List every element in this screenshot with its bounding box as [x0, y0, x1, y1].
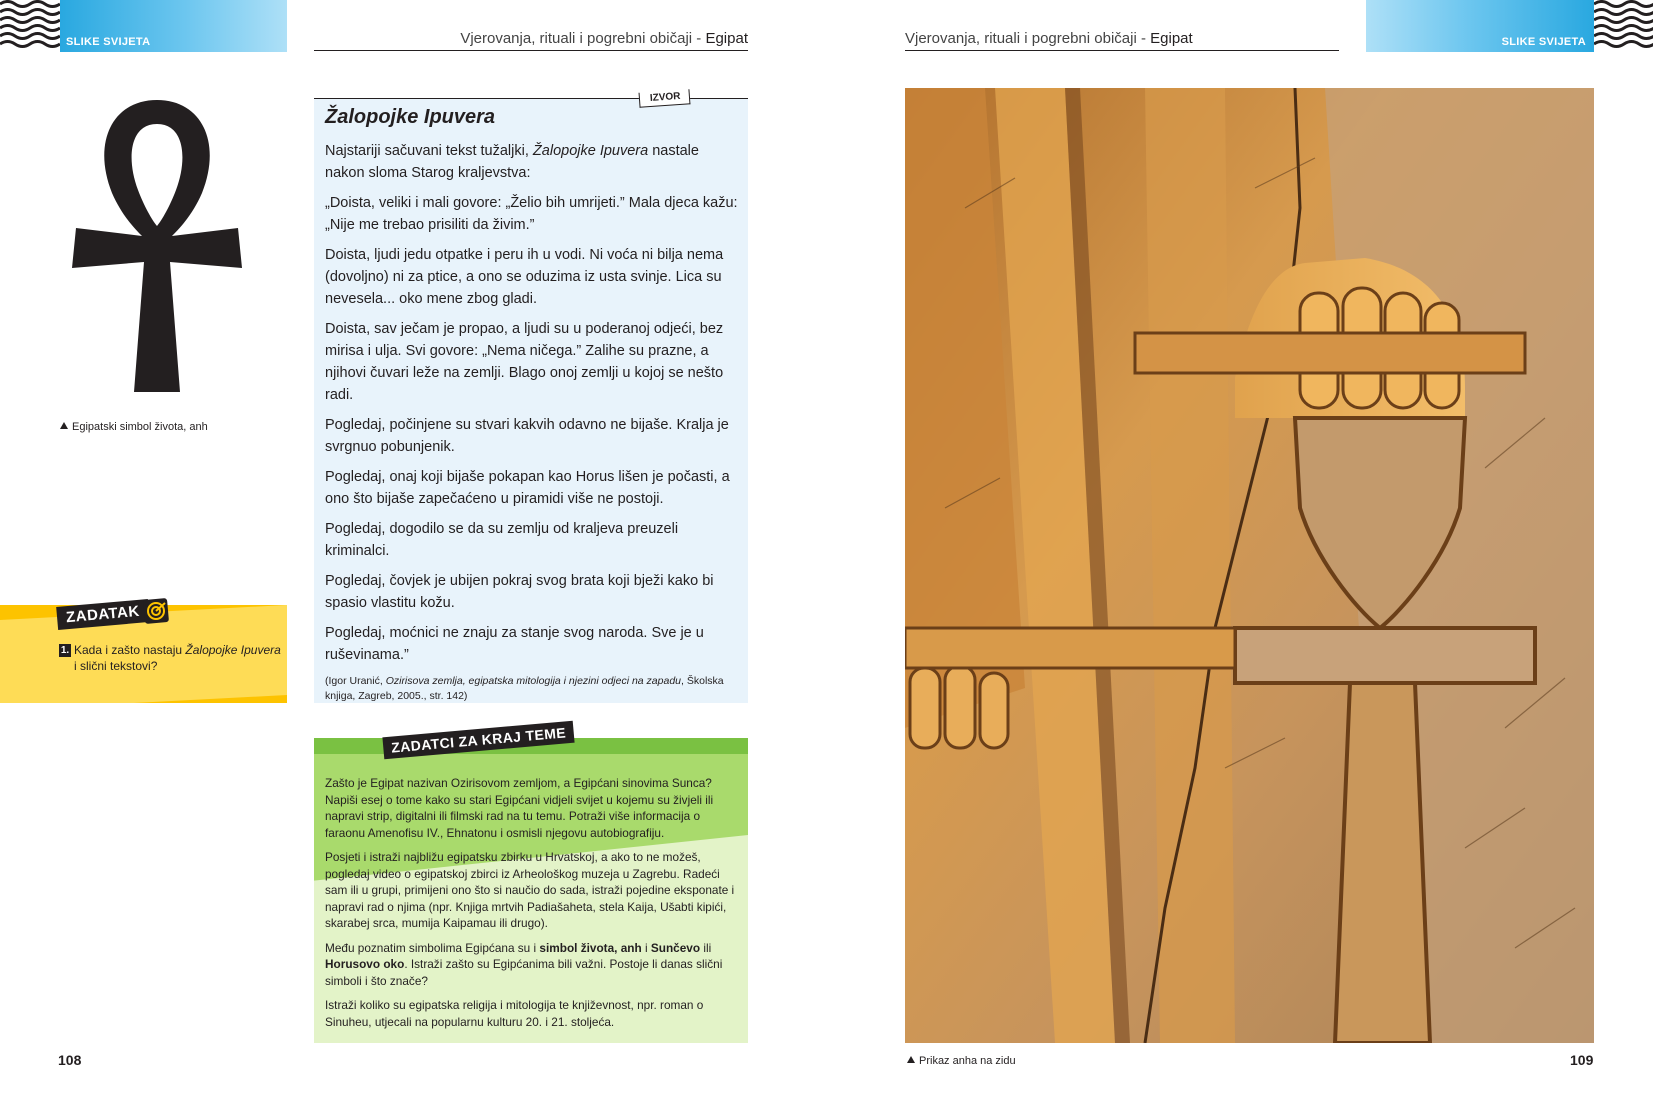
source-paragraph: Pogledaj, dogodilo se da su zemlju od kraljeva preuzeli kriminalci. [325, 521, 679, 559]
task-question: Kada i zašto nastaju Žalopojke Ipuvera i slični tekstovi? [74, 643, 281, 673]
ankh-symbol-icon [72, 98, 242, 394]
head-rule-right [905, 50, 1339, 51]
section-tab-right [1366, 0, 1594, 52]
page-number-left: 108 [58, 1052, 82, 1068]
triangle-icon [60, 422, 68, 429]
ankh-caption: Egipatski simbol života, anh [60, 421, 208, 433]
end-tasks-tag: ZADATCI ZA KRAJ TEME [382, 721, 574, 760]
photo-caption: Prikaz anha na zidu [907, 1055, 1016, 1067]
end-task-paragraph: Posjeti i istraži najbližu egipatsku zbirku u Hrvatskoj, a ako to ne možeš, pogledaj video o egipatskoj zbirci iz Arheološkog muzeja u Zagrebu. Radeći sam ili u grupi, primijeni ono što si naučio do sada, istraži pojedine eksponate i napravi rad o njima (npr. Knjiga mrtvih Padiašaheta, stela Kaija, Ušabti kipići, skarabej srca, mumija Kaipamau ili drugo). [325, 850, 735, 930]
running-head-right: Vjerovanja, rituali i pogrebni običaji - Egipat [905, 30, 1193, 47]
task-tag: ZADATAK [56, 599, 149, 630]
source-paragraph: „Doista, veliki i mali govore: „Želio bih umrijeti.” Mala djeca kažu: „Nije me trebao prisiliti da živim.” [325, 195, 738, 233]
source-reference: (Igor Uranić, Ozirisova zemlja, egipatska mitologija i njezini odjeci na zapadu, Školska knjiga, Zagreb, 2005., str. 142) [325, 675, 724, 702]
task-number: 1. [60, 645, 70, 656]
running-head-left: Vjerovanja, rituali i pogrebni običaji - Egipat [460, 30, 748, 47]
source-intro: Najstariji sačuvani tekst tužaljki, Žalopojke Ipuvera nastale nakon sloma Starog kraljevstva: [325, 143, 699, 181]
wave-decoration-right [1594, 0, 1653, 52]
source-paragraph: Pogledaj, onaj koji bijaše pokapan kao Horus lišen je počasti, a ono što bijaše zapečaćeno u piramidi više ne postoji. [325, 469, 730, 507]
end-task-paragraph: Među poznatim simbolima Egipćana su i simbol života, anh i Sunčevo ili Horusovo oko. Istraži zašto su Egipćanima bili važni. Postoje li danas slični simboli i što znače? [325, 940, 723, 988]
source-title: Žalopojke Ipuvera [325, 106, 496, 128]
source-paragraph: Doista, ljudi jedu otpatke i peru ih u vodi. Ni voća ni bilja nema (dovoljno) ni za ptice, a ono se oduzima iz usta svinje. Lica su nevesela... oko mene zbog gladi. [325, 247, 724, 307]
section-tab-label: SLIKE SVIJETA [1501, 36, 1586, 48]
source-body [325, 140, 740, 704]
end-tasks-body [325, 775, 735, 1038]
end-task-paragraph: Zašto je Egipat nazivan Ozirisovom zemljom, a Egipćani sinovima Sunca? Napiši esej o tome kako su stari Egipćani vidjeli svijet u kojemu su živjeli ili napravi strip, digitalni ili filmski rad na tu temu. Potraži više informacija o faraonu Amenofisu IV., Ehnatonu i osmisli njegovu autobiografiju. [325, 776, 714, 840]
triangle-icon [907, 1056, 915, 1063]
head-rule-left [314, 50, 748, 51]
page-number-right: 109 [1570, 1052, 1594, 1068]
source-tag: IZVOR [639, 89, 690, 107]
source-paragraph: Pogledaj, čovjek je ubijen pokraj svog brata koji bježi kako bi spasio vlastitu kožu. [325, 573, 714, 611]
section-tab-label: SLIKE SVIJETA [66, 36, 151, 48]
wave-decoration-left [0, 0, 60, 52]
source-paragraph: Pogledaj, počinjene su stvari kakvih odavno ne bijaše. Kralja je svrgnuo pobunjenik. [325, 417, 729, 455]
source-paragraph: Pogledaj, moćnici ne znaju za stanje svog naroda. Sve je u ruševinama.” [325, 625, 704, 663]
target-icon [143, 598, 169, 624]
end-task-paragraph: Istraži koliko su egipatska religija i mitologija te književnost, npr. roman o Sinuheu, utjecali na popularnu kulturu 20. i 21. stoljeća. [325, 998, 704, 1029]
ankh-relief-photo [905, 88, 1594, 1043]
section-tab-left [60, 0, 287, 52]
source-paragraph: Doista, sav ječam je propao, a ljudi su u poderanoj odjeći, bez mirisa i ulja. Svi govore: „Nema ničega.” Zalihe su prazne, a njihovi čuvari leže na zemlji. Blago onoj zemlji u kojoj se nešto radi. [325, 321, 724, 403]
